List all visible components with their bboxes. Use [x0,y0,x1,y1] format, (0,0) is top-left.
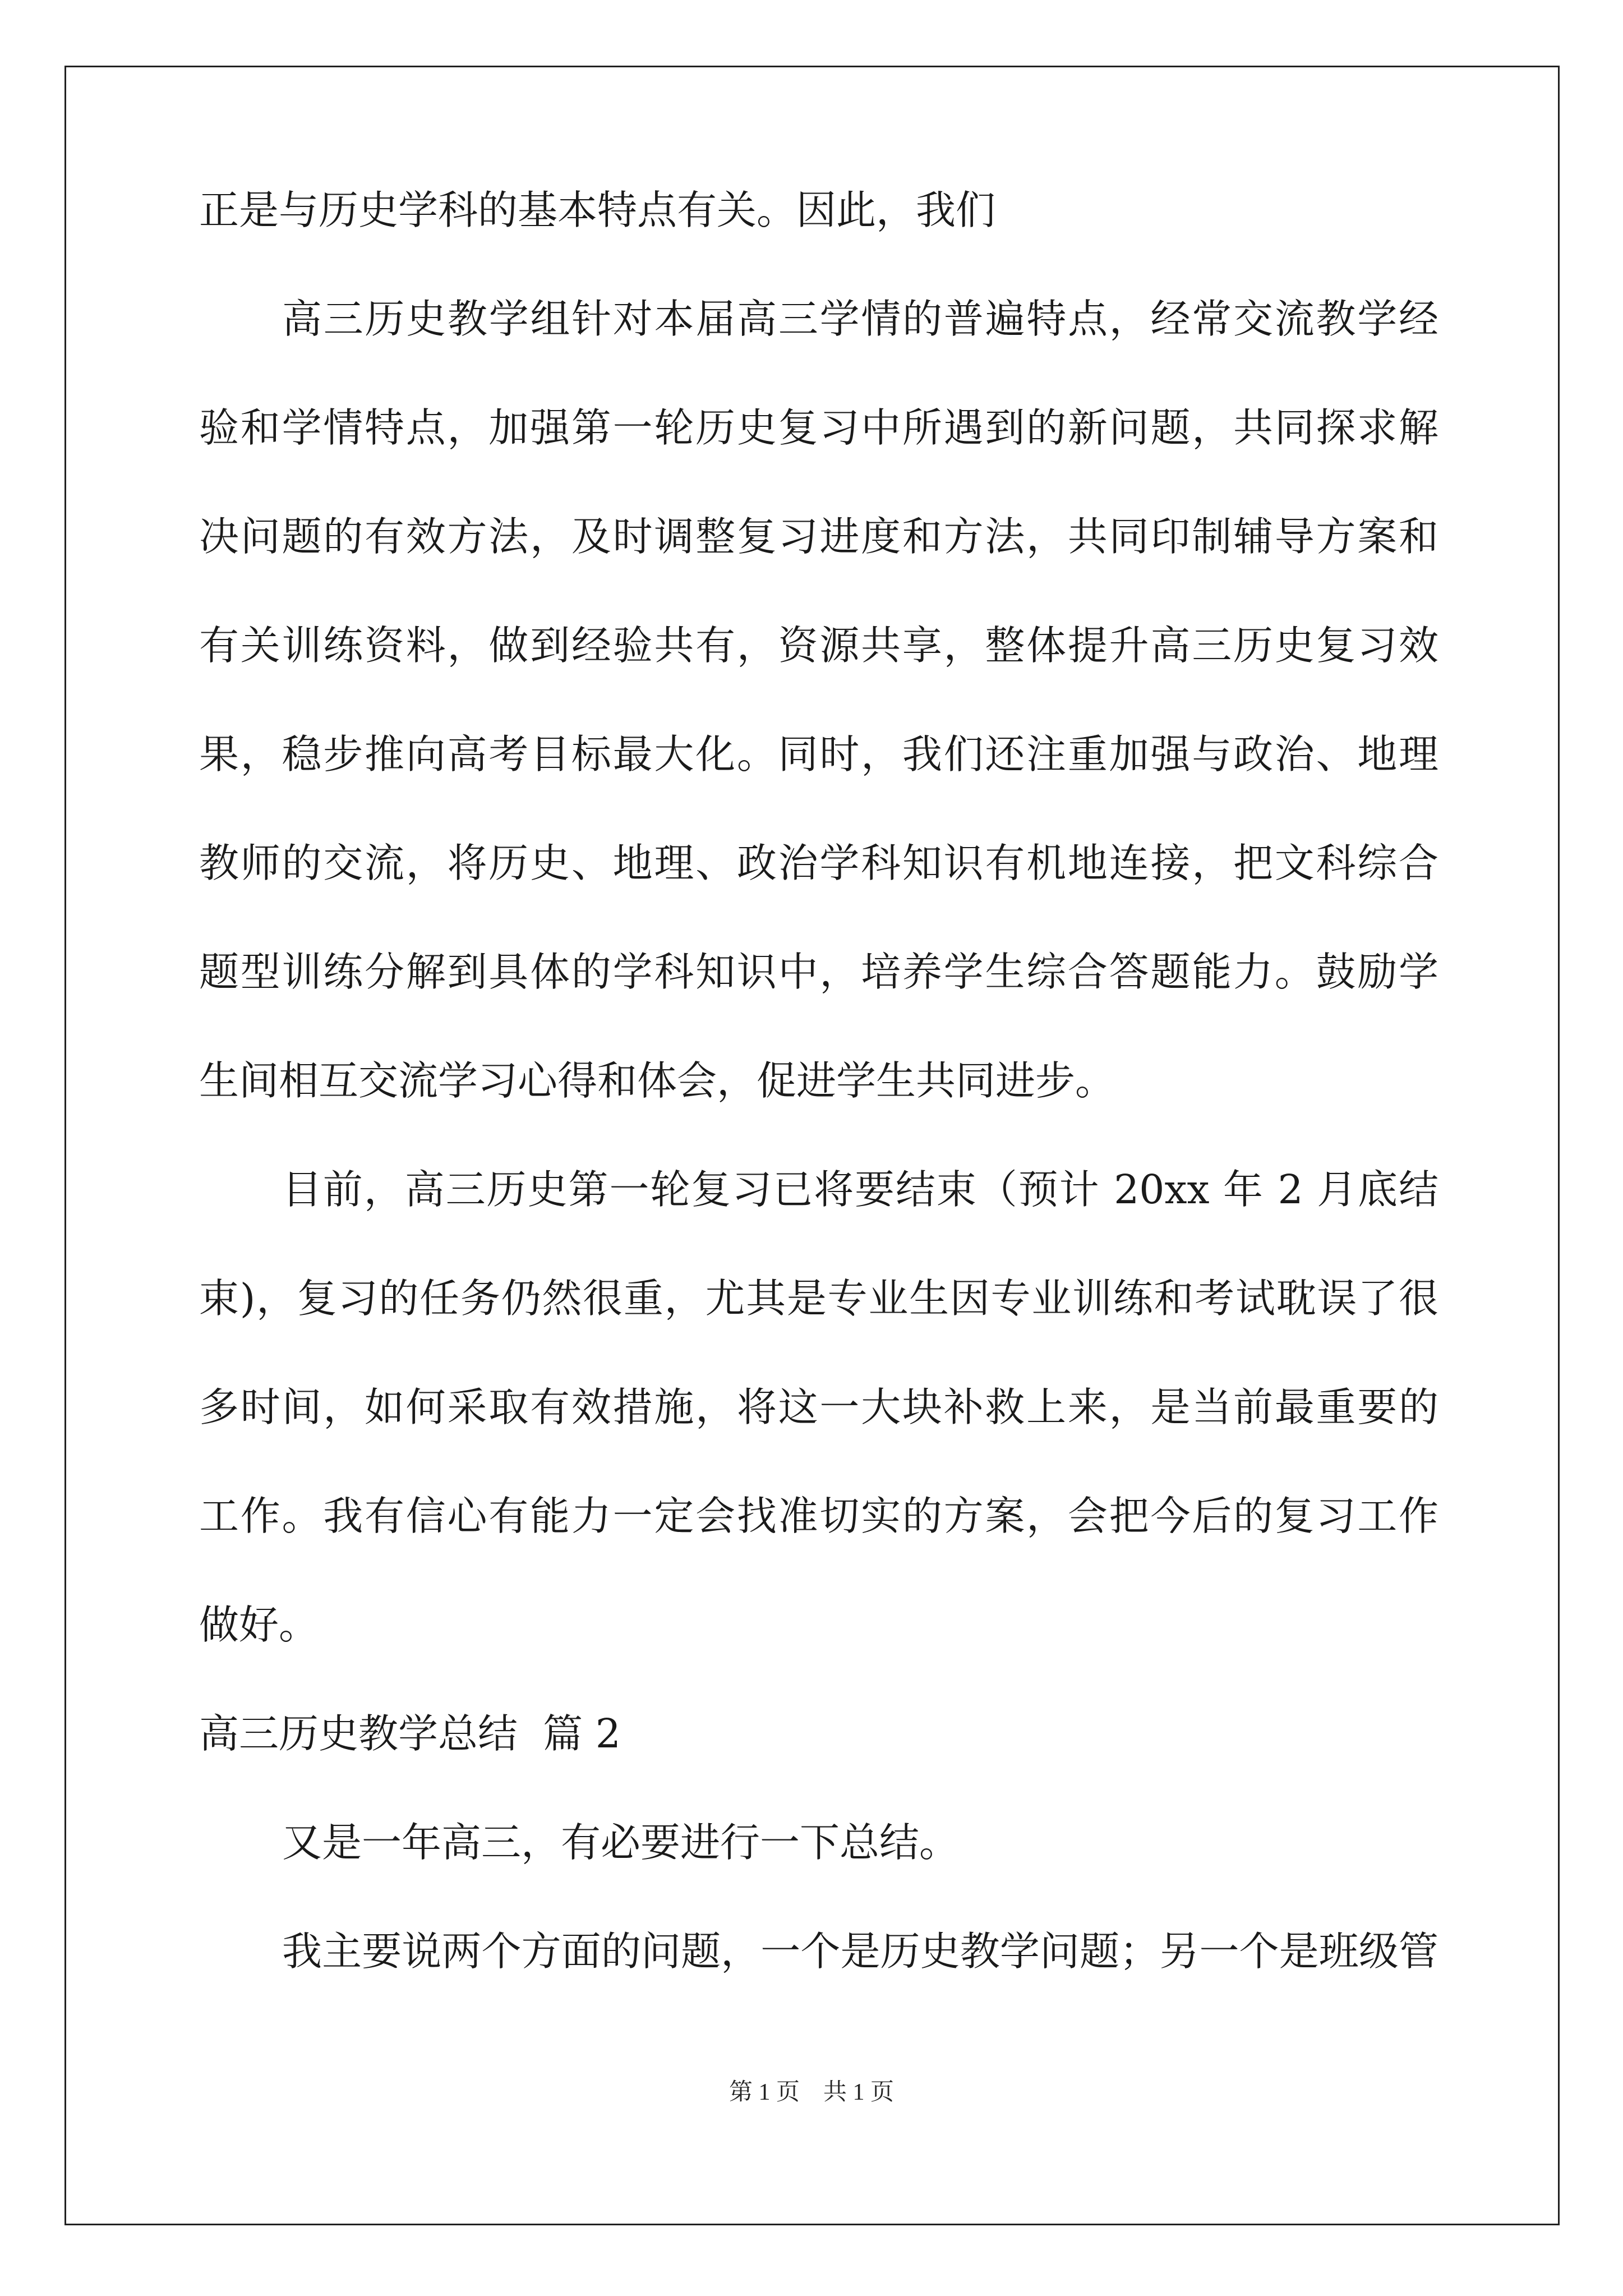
text-line: 工作。我有信心有能力一定会找准切实的方案，会把今后的复习工作 [199,1493,1438,1539]
text-line: 果，稳步推向高考目标最大化。同时，我们还注重加强与政治、地理 [199,731,1438,777]
section-heading: 高三历史教学总结 篇 2 [199,1710,621,1757]
text-line: 教师的交流，将历史、地理、政治学科知识有机地连接，把文科综合 [199,840,1438,886]
text-line: 又是一年高三，有必要进行一下总结。 [282,1819,960,1866]
page-border [64,66,1560,2225]
text-line: 正是与历史学科的基本特点有关。因此，我们 [199,187,996,233]
text-line: 我主要说两个方面的问题，一个是历史教学问题；另一个是班级管 [282,1928,1438,1975]
page-footer [0,2076,1623,2109]
text-line: 多时间，如何采取有效措施，将这一大块补救上来，是当前最重要的 [199,1384,1438,1430]
text-line: 验和学情特点，加强第一轮历史复习中所遇到的新问题，共同探求解 [199,404,1438,451]
text-line: 目前，高三历史第一轮复习已将要结束（预计 20xx 年 2 月底结 [282,1166,1438,1213]
text-line: 束)，复习的任务仍然很重，尤其是专业生因专业训练和考试耽误了很 [199,1275,1438,1322]
page-number-label: 第 1 页 共 1 页 [728,2079,894,2105]
text-line: 有关训练资料，做到经验共有，资源共享，整体提升高三历史复习效 [199,622,1438,669]
text-line: 题型训练分解到具体的学科知识中，培养学生综合答题能力。鼓励学 [199,949,1438,995]
text-line: 做好。 [199,1602,319,1648]
text-line: 生间相互交流学习心得和体会，促进学生共同进步。 [199,1057,1115,1104]
text-line: 高三历史教学组针对本届高三学情的普遍特点，经常交流教学经 [282,296,1438,342]
text-line: 决问题的有效方法，及时调整复习进度和方法，共同印制辅导方案和 [199,513,1438,560]
